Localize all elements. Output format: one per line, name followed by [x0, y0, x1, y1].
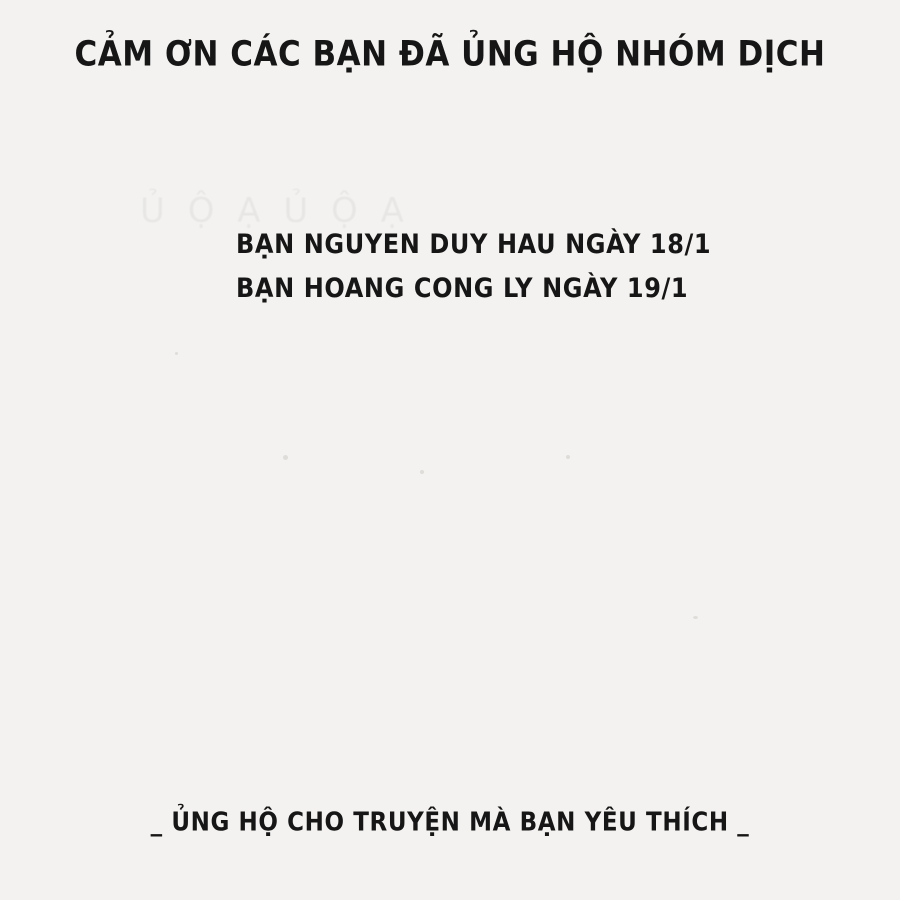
- list-item: BẠN NGUYEN DUY HAU NGÀY 18/1: [236, 228, 712, 260]
- footer-note: _ ỦNG HỘ CHO TRUYỆN MÀ BẠN YÊU THÍCH _: [150, 808, 750, 838]
- supporter-list: [236, 222, 876, 310]
- paper-speck: [566, 455, 570, 459]
- paper-speck: [283, 455, 288, 460]
- page-title: CẢM ƠN CÁC BẠN ĐÃ ỦNG HỘ NHÓM DỊCH: [74, 34, 826, 75]
- list-item: BẠN HOANG CONG LY NGÀY 19/1: [236, 272, 689, 304]
- paper-speck: [420, 470, 424, 474]
- paper-speck: [693, 616, 698, 619]
- paper-speck: [175, 352, 178, 355]
